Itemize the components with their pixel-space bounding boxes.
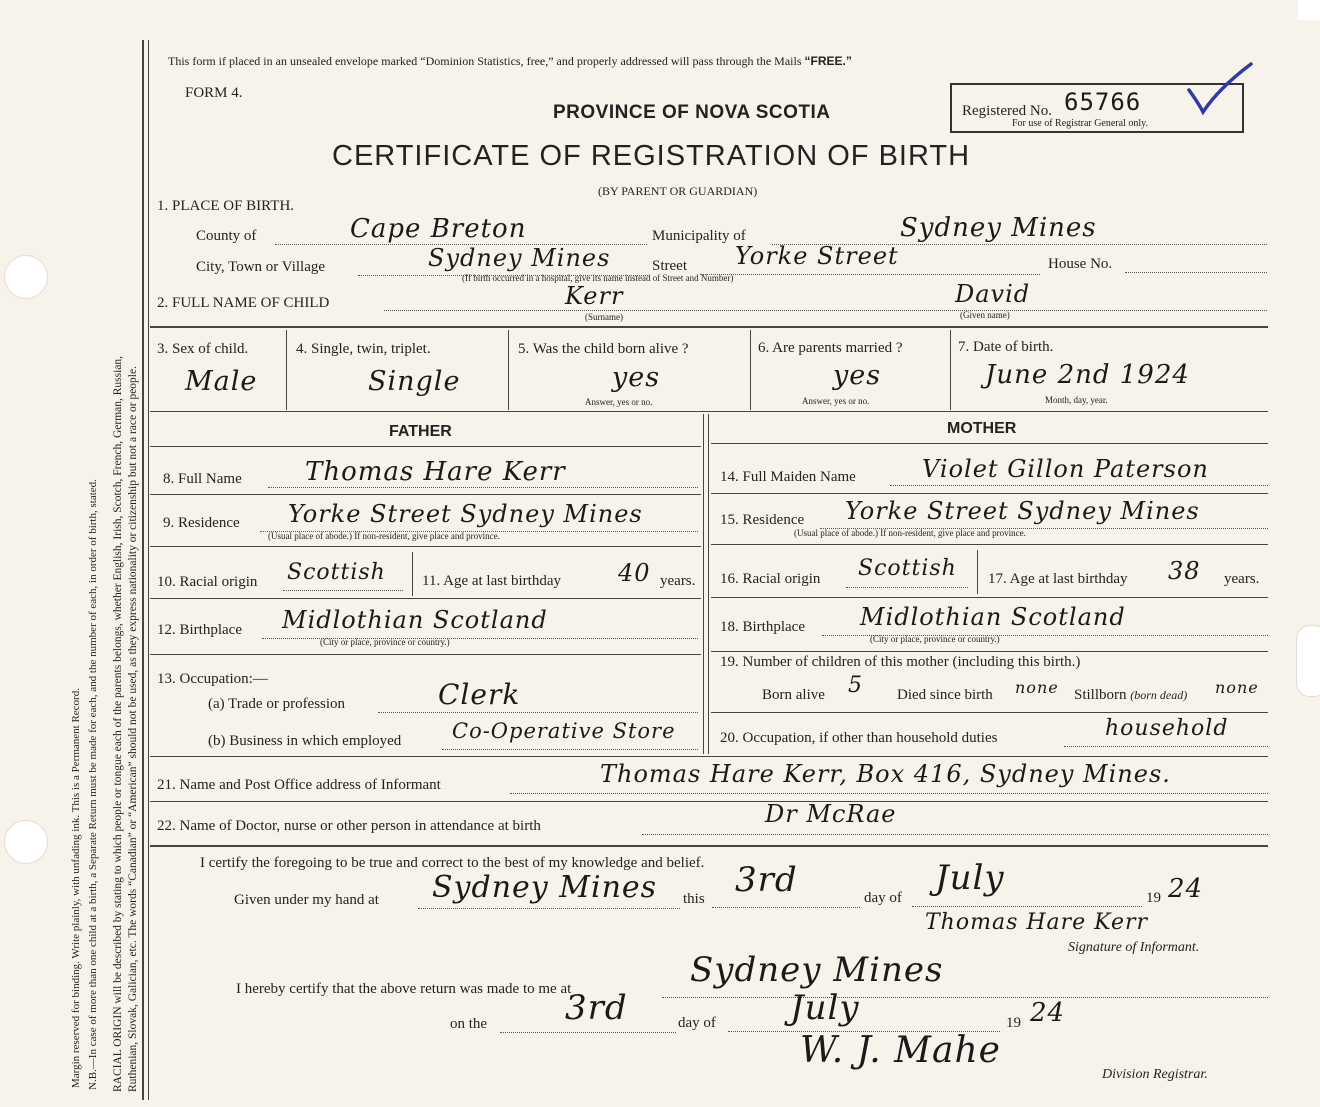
date-label: 7. Date of birth. [958,339,1054,355]
stillborn-note: (born dead) [1130,688,1188,702]
alive-caption: Answer, yes or no. [585,397,653,407]
registrar-only-note: For use of Registrar General only. [1012,118,1148,129]
form-number: FORM 4. [185,85,243,101]
mother-birthplace-caption: (City or place, province or country.) [870,634,1000,644]
trade-label: (a) Trade or profession [208,696,346,712]
alive-label: 5. Was the child born alive ? [518,341,689,357]
married-value: yes [833,360,882,391]
municipality-value: Sydney Mines [900,213,1097,243]
mother-birthplace-label: 18. Birthplace [720,619,805,635]
mother-racial-label: 16. Racial origin [720,571,821,587]
father-birthplace-caption: (City or place, province or country.) [320,637,450,647]
informant-signature-caption: Signature of Informant. [1068,940,1200,955]
father-occupation-label: 13. Occupation:— [157,671,268,687]
father-years: years. [660,573,696,589]
check-mark-icon [1185,60,1255,120]
municipality-label: Municipality of [652,228,746,244]
surname-caption: (Surname) [585,312,623,322]
father-residence-label: 9. Residence [163,515,240,531]
father-birthplace: Midlothian Scotland [282,606,548,634]
father-age-label: 11. Age at last birthday [422,573,561,589]
mother-racial: Scottish [858,556,957,581]
single-value: Single [368,366,461,397]
registered-label: Registered No. [962,103,1052,119]
registrar-signature: W. J. Mahe [800,1030,1001,1071]
mail-notice: This form if placed in an unsealed envelope marked “Dominion Statistics, free,” and properly addressed will pass through the Mails [168,54,802,68]
street-value: Yorke Street [735,242,899,270]
father-residence: Yorke Street Sydney Mines [288,500,643,528]
date-value: June 2nd 1924 [985,360,1190,390]
registrar-place: Sydney Mines [690,950,944,990]
certify-year-prefix: 19 [1146,890,1161,906]
on-the-label: on the [450,1016,488,1032]
mother-residence-label: 15. Residence [720,512,805,528]
mother-residence: Yorke Street Sydney Mines [845,497,1200,525]
given-place: Sydney Mines [432,870,658,905]
alive-value: yes [612,362,661,393]
mother-name: Violet Gillon Paterson [922,455,1209,483]
mother-occupation-label: 20. Occupation, if other than household duties [720,730,998,746]
mother-birthplace: Midlothian Scotland [860,603,1126,631]
died-value: none [1015,678,1059,697]
this-label: this [683,891,705,907]
doctor-value: Dr McRae [765,800,897,828]
father-residence-caption: (Usual place of abode.) If non-resident, give place and province. [268,531,500,541]
margin-note-2: N.B.—In case of more than one child at a birth, a Separate Return must be made for each, and the number of each, in order of birth, stated. [87,479,99,1090]
stillborn-label: Stillborn [1074,687,1127,703]
died-label: Died since birth [897,687,993,703]
father-name: Thomas Hare Kerr [305,457,566,487]
city-label: City, Town or Village [196,259,326,275]
informant-value: Thomas Hare Kerr, Box 416, Sydney Mines. [600,760,1171,788]
children-count-label: 19. Number of children of this mother (including this birth.) [720,654,1081,670]
registrar-line: I hereby certify that the above return was made to me at [236,981,572,997]
page-corner [1298,0,1320,20]
business-label: (b) Business in which employed [208,733,402,749]
mother-name-label: 14. Full Maiden Name [720,469,856,485]
stillborn-value: none [1215,678,1259,697]
sex-label: 3. Sex of child. [157,341,249,357]
margin-note-4: Ruthenian, Slovak, Galician, etc. The words “Canadian” or “American” should not be used, as they express nationality or citizenship but not a race or people. [127,366,139,1092]
single-label: 4. Single, twin, triplet. [296,341,431,357]
left-border [142,40,144,1100]
certify-day: 3rd [735,860,798,900]
certify-day-label: day of [864,890,902,906]
child-surname: Kerr [565,282,624,310]
father-racial: Scottish [287,560,386,585]
given-under-label: Given under my hand at [234,892,379,908]
registered-number: 65766 [1064,88,1142,116]
mother-age: 38 [1168,557,1201,585]
registrar-day: 3rd [565,988,628,1028]
child-given-name: David [955,280,1031,308]
mother-residence-caption: (Usual place of abode.) If non-resident, give place and province. [794,528,1026,538]
sex-value: Male [185,366,258,397]
margin-note-1: Margin reserved for binding. Write plainly, with unfading ink. This is a Permanent Record. [70,688,82,1088]
married-label: 6. Are parents married ? [758,340,903,356]
certify-line: I certify the foregoing to be true and correct to the best of my knowledge and belief. [200,855,705,871]
registrar-day-label: day of [678,1015,716,1031]
division-registrar-caption: Division Registrar. [1102,1067,1208,1082]
street-label: Street [652,258,687,274]
registrar-year: 24 [1030,998,1066,1028]
business-value: Co-Operative Store [452,719,676,743]
father-name-label: 8. Full Name [163,471,242,487]
mother-occupation: household [1105,716,1229,741]
county-label: County of [196,228,257,244]
trade-value: Clerk [438,678,521,711]
binding-hole [4,820,48,864]
informant-label: 21. Name and Post Office address of Informant [157,777,441,793]
margin-note-3: RACIAL ORIGIN will be described by stating to which people or tongue each of the parents belongs, whether English, Irish, Scotch, French, German, Russian, [112,355,124,1092]
father-heading: FATHER [389,423,452,440]
doctor-label: 22. Name of Doctor, nurse or other person in attendance at birth [157,818,541,834]
mother-years: years. [1224,571,1260,587]
born-alive-label: Born alive [762,687,825,703]
county-value: Cape Breton [350,214,527,244]
house-number-label: House No. [1048,256,1113,272]
binding-hole [4,255,48,299]
free-notice: “FREE.” [804,54,852,68]
binding-hole [1296,625,1320,697]
born-alive-value: 5 [848,673,863,698]
registrar-year-prefix: 19 [1006,1015,1021,1031]
certify-month: July [935,858,1005,898]
certificate-title: CERTIFICATE OF REGISTRATION OF BIRTH [332,140,971,172]
father-birthplace-label: 12. Birthplace [157,622,242,638]
certify-year: 24 [1168,874,1204,904]
given-name-caption: (Given name) [960,310,1010,320]
child-name-label: 2. FULL NAME OF CHILD [157,295,330,311]
certificate-subtitle: (BY PARENT OR GUARDIAN) [598,184,758,198]
province-heading: PROVINCE OF NOVA SCOTIA [553,102,831,123]
place-of-birth-heading: 1. PLACE OF BIRTH. [157,198,295,214]
left-border-inner [148,40,149,1100]
mother-age-label: 17. Age at last birthday [988,571,1128,587]
married-caption: Answer, yes or no. [802,396,870,406]
mother-heading: MOTHER [947,420,1017,437]
city-value: Sydney Mines [428,244,611,272]
informant-signature: Thomas Hare Kerr [925,910,1149,935]
hospital-note: (If birth occurred in a hospital, give its name instead of Street and Number) [462,273,734,283]
registrar-month: July [790,988,860,1028]
date-caption: Month, day, year. [1045,395,1108,405]
father-age: 40 [618,559,651,587]
father-racial-label: 10. Racial origin [157,574,258,590]
